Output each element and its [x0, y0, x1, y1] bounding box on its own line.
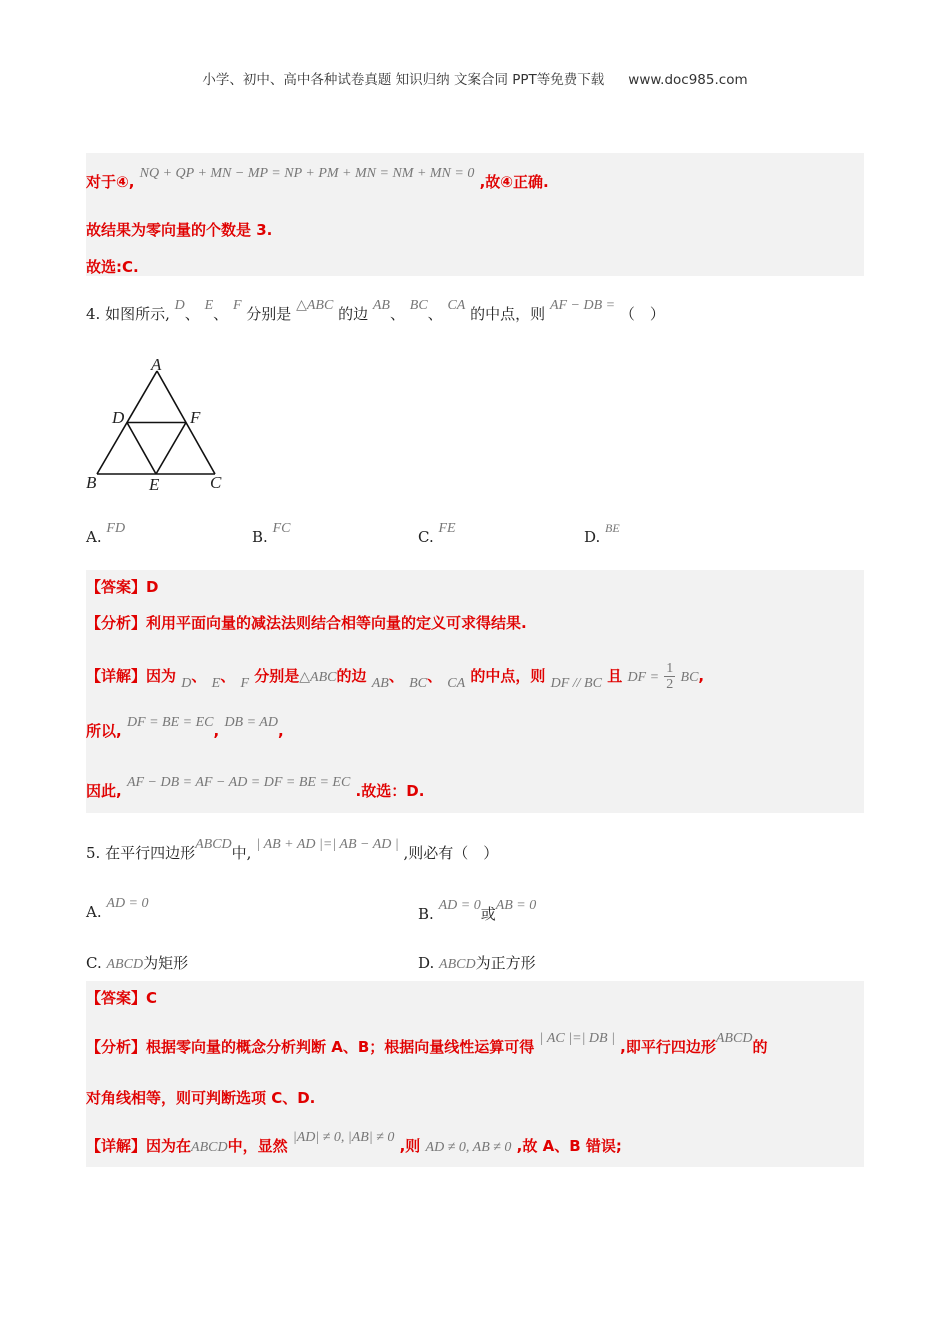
- label-f: F: [190, 408, 201, 427]
- label-c: C: [210, 473, 222, 492]
- analysis-5-cont: 对角线相等，则可判断选项 C、D.: [86, 1089, 316, 1107]
- count-line: 故结果为零向量的个数是 3.: [86, 221, 273, 239]
- page-header: [0, 68, 950, 88]
- detail-4-therefore: 因此, AF − DB = AF − AD = DF = BE = EC .故选：D.: [86, 775, 425, 800]
- detail-4: 【详解】因为 D、 E、 F 分别是△ABC的边 AB、 BC、 CA 的中点，则 DF // BC 且 DF = $\frac{1}{2}$ BC,: [86, 661, 705, 692]
- item4-formula: NQ + QP + MN − MP = NP + PM + MN = NM + MN = 0: [139, 166, 475, 181]
- header-url: www.doc985.com: [628, 72, 748, 88]
- choice-line: 故选:C.: [86, 258, 139, 276]
- analysis-4: 【分析】利用平面向量的减法法则结合相等向量的定义可求得结果.: [86, 614, 527, 632]
- detail-4-so: 所以, DF = BE = EC, DB = AD,: [86, 715, 284, 740]
- q5-option-b[interactable]: B. AD = 0或AB = 0: [418, 898, 537, 923]
- q4-option-d[interactable]: D. $^{BE}$: [584, 521, 620, 546]
- q4-expression: AF − DB =: [549, 298, 616, 313]
- q5-option-d[interactable]: D. ABCD为正方形: [418, 954, 536, 972]
- q4-option-b[interactable]: B. FC: [252, 521, 291, 546]
- label-b: B: [86, 473, 97, 492]
- header-text: 小学、初中、高中各种试卷真题 知识归纳 文案合同 PPT等免费下载: [202, 72, 605, 88]
- label-a: A: [151, 355, 162, 374]
- answer-4: 【答案】D: [86, 578, 159, 596]
- label-e: E: [149, 475, 160, 494]
- triangle-figure: [82, 352, 232, 497]
- item4-line: 对于④, NQ + QP + MN − MP = NP + PM + MN = NM + MN = 0 ,故④正确.: [86, 166, 549, 191]
- q5-condition: | AB + AD |=| AB − AD |: [256, 837, 399, 852]
- analysis-5: 【分析】根据零向量的概念分析判断 A、B；根据向量线性运算可得 | AC |=| DB | ,即平行四边形ABCD的: [86, 1031, 768, 1056]
- edge-fe: [156, 423, 186, 475]
- q5-option-c[interactable]: C. ABCD为矩形: [86, 954, 189, 972]
- q5-option-a[interactable]: A. AD = 0: [86, 896, 149, 921]
- fraction-half: $\frac{1}{2}$: [666, 661, 674, 692]
- q4-option-a[interactable]: A. FD: [86, 521, 126, 546]
- q4-option-c[interactable]: C. FE: [418, 521, 456, 546]
- edge-de: [127, 423, 156, 475]
- question-4: 4. 如图所示, D、 E、 F 分别是 △ABC 的边 AB、 BC、 CA 的中点，则 AF − DB = （ ）: [86, 298, 665, 323]
- detail-5: 【详解】因为在ABCD中，显然 |AD| ≠ 0, |AB| ≠ 0 ,则 AD ≠ 0, AB ≠ 0 ,故 A、B 错误;: [86, 1130, 622, 1155]
- answer-5: 【答案】C: [86, 989, 158, 1007]
- label-d: D: [112, 408, 125, 427]
- question-5: 5. 在平行四边形ABCD中, | AB + AD |=| AB − AD | ,则必有（ ）: [86, 837, 499, 862]
